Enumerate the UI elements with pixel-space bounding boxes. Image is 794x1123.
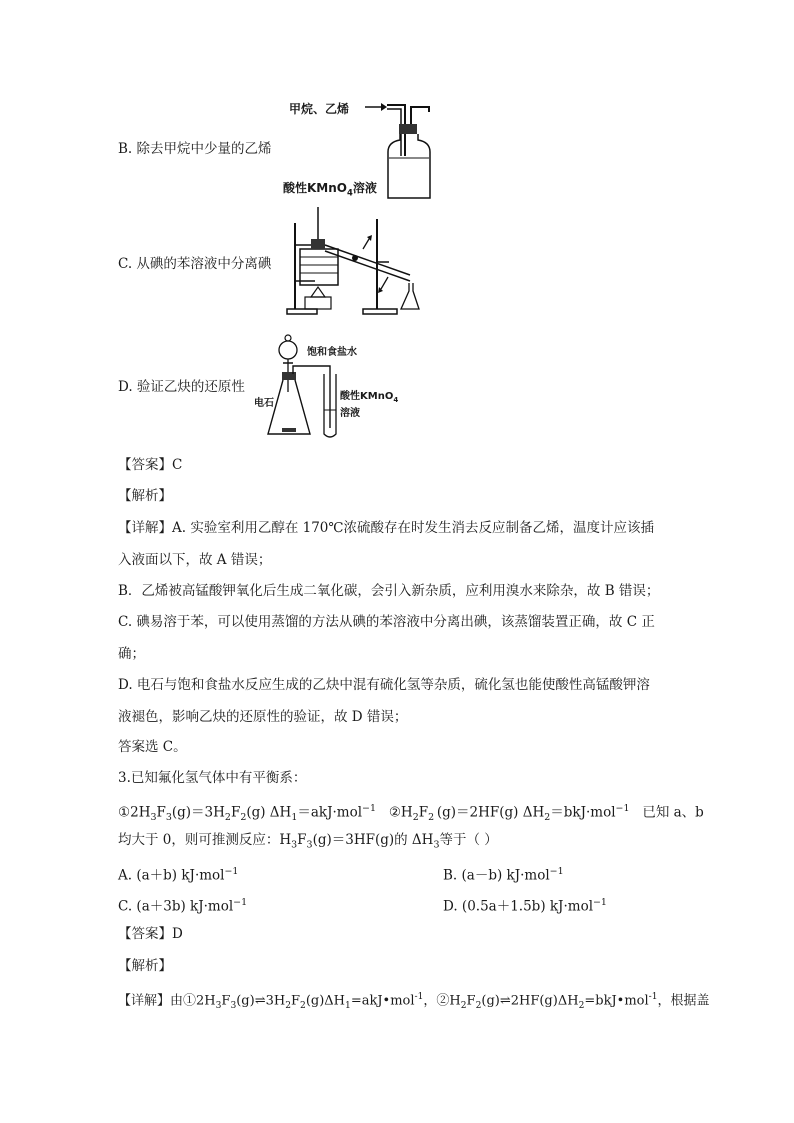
analysis-q2-B: B．乙烯被高锰酸钾氧化后生成二氧化碳，会引入新杂质，应利用溴水来除杂，故 B 错误； xyxy=(118,583,660,599)
option-D-text: D. 验证乙炔的还原性 xyxy=(118,379,245,395)
analysis-q2-A-line1: 【详解】A. 实验室利用乙醇在 170℃浓硫酸存在时发生消去反应制备乙烯，温度计应该插 xyxy=(118,520,654,536)
figB-solution-label: 酸性KMnO$_4$溶液 xyxy=(283,181,377,198)
analysis-q2-D-line1: D. 电石与饱和食盐水反应生成的乙炔中混有硫化氢等杂质，硫化氢也能使酸性高锰酸钾溶 xyxy=(118,677,650,693)
option-B-text: B. 除去甲烷中少量的乙烯 xyxy=(118,141,272,157)
analysis-q2-C-line2: 确； xyxy=(118,646,145,662)
analysis-title-q3: 【解析】 xyxy=(118,958,172,974)
q3-option-D: D. (0.5a＋1.5b) kJ·mol$^{-1}$ xyxy=(443,897,607,915)
analysis-q2-conclusion: 答案选 C。 xyxy=(118,739,187,755)
q3-equations: $①2H_3F_3(g)=3H_2F_2(g)$ $\Delta H_1=akJ\cdot mol^{-1}$ $②H_2F_2$ (g)＝2HF(g) $\Delta H_2=bkJ\cdot mol^{-1}$ 已知 a、b xyxy=(118,803,704,824)
figD-tube-label: 酸性KMnO$_4$ 溶液 xyxy=(340,391,399,419)
analysis-q2-A-line2: 入液面以下，故 A 错误； xyxy=(118,552,272,568)
q3-option-B: B. (a－b) kJ·mol$^{-1}$ xyxy=(443,866,564,884)
analysis-q3-detail: 【详解】由$①2H_3F_3(g)\rightleftharpoons 3H_2F_2(g)\Delta H_1=akJ•mol^{-1}$，$②H_2F_2(g)\rightleftharpoons 2HF(g)\Delta H_2=bkJ•mol^{-1}$，根据盖 xyxy=(118,992,710,1011)
q3-question-line: 均大于 0，则可推测反应：$H_3F_3(g)=3HF(g)$的 $\Delta H_3$等于（ ） xyxy=(118,832,498,851)
answer-q3: 【答案】D xyxy=(118,926,183,942)
q3-stem: 3.已知氟化氢气体中有平衡系： xyxy=(118,770,307,786)
analysis-q2-C-line1: C. 碘易溶于苯，可以使用蒸馏的方法从碘的苯溶液中分离出碘，该蒸馏装置正确，故 C 正 xyxy=(118,614,655,630)
figD-solid-label: 电石 xyxy=(254,398,274,409)
q3-option-A: A. (a＋b) kJ·mol$^{-1}$ xyxy=(118,866,239,884)
analysis-title-q2: 【解析】 xyxy=(118,488,172,504)
figD-acetylene-apparatus-diagram xyxy=(264,334,354,444)
analysis-q2-D-line2: 液褪色，影响乙炔的还原性的验证，故 D 错误； xyxy=(118,709,408,725)
q3-option-C: C. (a＋3b) kJ·mol$^{-1}$ xyxy=(118,897,248,915)
figC-distillation-apparatus-diagram xyxy=(285,205,430,317)
figB-gas-label: 甲烷、乙烯 xyxy=(289,102,350,116)
option-C-text: C. 从碘的苯溶液中分离碘 xyxy=(118,256,272,272)
answer-q2: 【答案】C xyxy=(118,457,183,473)
figD-funnel-label: 饱和食盐水 xyxy=(307,347,357,358)
